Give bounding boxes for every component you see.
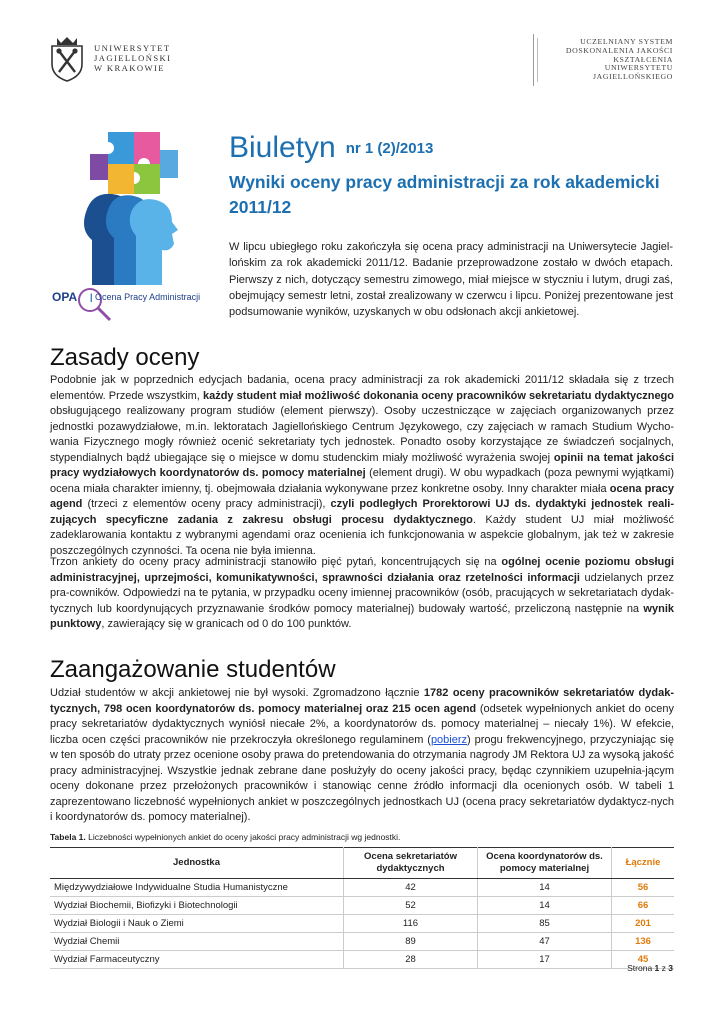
cell-unit: Wydział Biochemii, Biofizyki i Biotechnologii [50, 897, 344, 915]
cell-coordinators: 14 [478, 879, 612, 897]
page-footer: Strona 1 z 3 [627, 963, 673, 973]
opa-graphic [52, 120, 224, 330]
section-heading-zasady: Zasady oceny [50, 344, 200, 371]
issue-number: nr 1 (2)/2013 [345, 140, 434, 157]
col-header-secretariats: Ocena sekretariatów dydaktycznych [344, 848, 478, 879]
uj-crest-icon [48, 34, 86, 82]
regulamin-download-link[interactable]: pobierz [430, 733, 468, 746]
cell-secretariats: 116 [344, 915, 478, 933]
table-row [50, 933, 674, 951]
uj-name: UNIWERSYTET JAGIELLOŃSKI W KRAKOWIE [94, 43, 172, 73]
zaangazowanie-paragraph: Udział studentów w akcji ankietowej nie był wysoki. Zgromadzono łącznie 1782 oceny pracowników sekretariatów dydak-tycznych, 798 ocen koordynatorów ds. pomocy materialnej oraz 215 ocen agend (odsetek wypełnionych ankiet do oceny pracy sekretariatów dydaktycznych wyniósł niecałe 2%, a koordynatorów ds. pomocy materialnej – niecały 1%). W efekcie, liczba ocen części pracowników nie przekroczyła określonego regulaminem (pobierz) progu frekwencyjnego, przyczyniając się w ten sposób do utraty przez ocenione osoby prawa do pretendowania do otrzymania nagrody JM Rektora UJ za wysoką jakość pracy administracyjnej. Wszystkie jednak zebrane dane posłużyły do oceny jakości pracy, będąc czynnikiem uzupełnia-jącym oceny dokonane przez przełożonych pracowników i stanowiąc cenne źródło informacji dla ocenionych osób. W tabeli 1 zaprezentowano liczebność wypełnionych ankiet w poszczególnych jednostkach UJ (ocena pracy sekretariatów dydaktycz-nych i koordynatorów ds. pomocy materialnej). [50, 687, 675, 824]
cell-coordinators: 17 [478, 951, 612, 969]
usdjk-logo [533, 34, 673, 86]
intro-paragraph: W lipcu ubiegłego roku zakończyła się ocena pracy administracji na Uniwersytecie Jagiel-lońskim za rok akademicki 2011/12. Badanie przeprowadzone zostało w dwóch etapach. Pierwszy z nich, dotyczący semestru zimowego, miał miejsce w styczniu i lutym, drugi zaś, obejmujący semestr letni, został zrealizowany w czerwcu i lipcu. Poniżej prezentowane jest podsumowanie wyników, uzyskanych w obu odsłonach akcji ankietowej. [229, 241, 673, 319]
cell-total: 66 [612, 897, 675, 915]
opa-word: OPA [52, 290, 78, 304]
table-row [50, 915, 674, 933]
cell-coordinators: 14 [478, 897, 612, 915]
cell-total: 56 [612, 879, 675, 897]
table-header-row [50, 848, 674, 879]
page-title: Biuletyn nr 1 (2)/2013 [229, 131, 434, 164]
zasady-paragraph-2: Trzon ankiety do oceny pracy administracji stanowiło pięć pytań, koncentrujących się na ogólnej ocenie poziomu obsługi administracyjnej, uprzejmości, komunikatywności, sprawności działania oraz rzetelności informacji udzielanych przez pra-cowników. Odpowiedzi na te pytania, w przypadku oceny imiennej pracowników (osób, pracujących w sekretariatach dydak-tycznych lub koordynujących przyznawanie środków pomocy materialnej) budowały wartość, przeliczoną następnie na wynik punktowy, zawierający się w granicach od 0 do 100 punktów. [50, 556, 675, 631]
cell-total: 136 [612, 933, 675, 951]
table-row [50, 879, 674, 897]
usdjk-name: UCZELNIANY SYSTEM DOSKONALENIA JAKOŚCI KSZTAŁCENIA UNIWERSYTETU JAGIELLOŃSKIEGO [565, 37, 673, 82]
cell-total: 45 [612, 951, 675, 969]
zasady-paragraph-1: Podobnie jak w poprzednich edycjach badania, ocena pracy administracji za rok akademicki 2011/12 składała się z trzech elementów. Przede wszystkim, każdy student miał możliwość dokonania oceny pracowników sekretariatu dydaktycznego obsługującego realizowany program studiów (element pierwszy). Osoby uczestniczące w zajęciach organizowanych przez jednostki pozawydziałowe, m.in. lektoratach Jagiellońskiego Centrum Językowego, czy zajęciach w ramach Studium Wycho-wania Fizycznego mogły również ocenić sekretariaty tych jednostek. Ponadto osoby korzystające ze świadczeń socjalnych, stypendialnych bądź ubiegające się o miejsce w domu studenckim miały możliwość wyrażenia swojej opinii na temat jakości pracy wydziałowych koordynatorów ds. pomocy materialnej (element drugi). W obu wypadkach (poza pewnymi wyjątkami) ocena miała charakter imienny, tj. obejmowała działania wykonywane przez konkretne osoby. Inny charakter miała ocena pracy agend (trzeci z elementów oceny pracy administracji), czyli podległych Prorektorowi UJ ds. dydaktyki jednostek reali-zujących specyficzne zadania z zakresu obsługi procesu dydaktycznego. Każdy student UJ miał możliwość zadeklarowania kontaktu z wybranymi agendami oraz ocenienia ich funkcjonowania w aspekcie globalnym, jak też w zakresie poszczególnych czynności. Ta ocena nie była imienna. [50, 374, 675, 558]
cell-secretariats: 89 [344, 933, 478, 951]
magnifier-icon [74, 284, 114, 324]
uj-logo [48, 34, 178, 84]
col-header-unit: Jednostka [50, 848, 344, 879]
cell-total: 201 [612, 915, 675, 933]
cell-unit: Wydział Biologii i Nauk o Ziemi [50, 915, 344, 933]
cell-unit: Wydział Chemii [50, 933, 344, 951]
cell-coordinators: 47 [478, 933, 612, 951]
col-header-coordinators: Ocena koordynatorów ds. pomocy materialnej [478, 848, 612, 879]
cell-unit: Międzywydziałowe Indywidualne Studia Humanistyczne [50, 879, 344, 897]
heads-puzzle-icon [52, 120, 224, 285]
table-row [50, 897, 674, 915]
table-caption: Tabela 1. Liczebności wypełnionych ankiet do oceny jakości pracy administracji wg jednostki. [50, 832, 401, 842]
page-subtitle: Wyniki oceny pracy administracji za rok akademicki 2011/12 [229, 172, 660, 217]
col-header-total: Łącznie [612, 848, 675, 879]
cell-secretariats: 52 [344, 897, 478, 915]
cell-secretariats: 42 [344, 879, 478, 897]
survey-count-table [50, 847, 674, 969]
section-heading-zaangazowanie: Zaangażowanie studentów [50, 656, 336, 683]
cell-unit: Wydział Farmaceutyczny [50, 951, 344, 969]
cell-coordinators: 85 [478, 915, 612, 933]
opa-label: | Ocena Pracy Administracji [90, 292, 201, 302]
table-row [50, 951, 674, 969]
cell-secretariats: 28 [344, 951, 478, 969]
